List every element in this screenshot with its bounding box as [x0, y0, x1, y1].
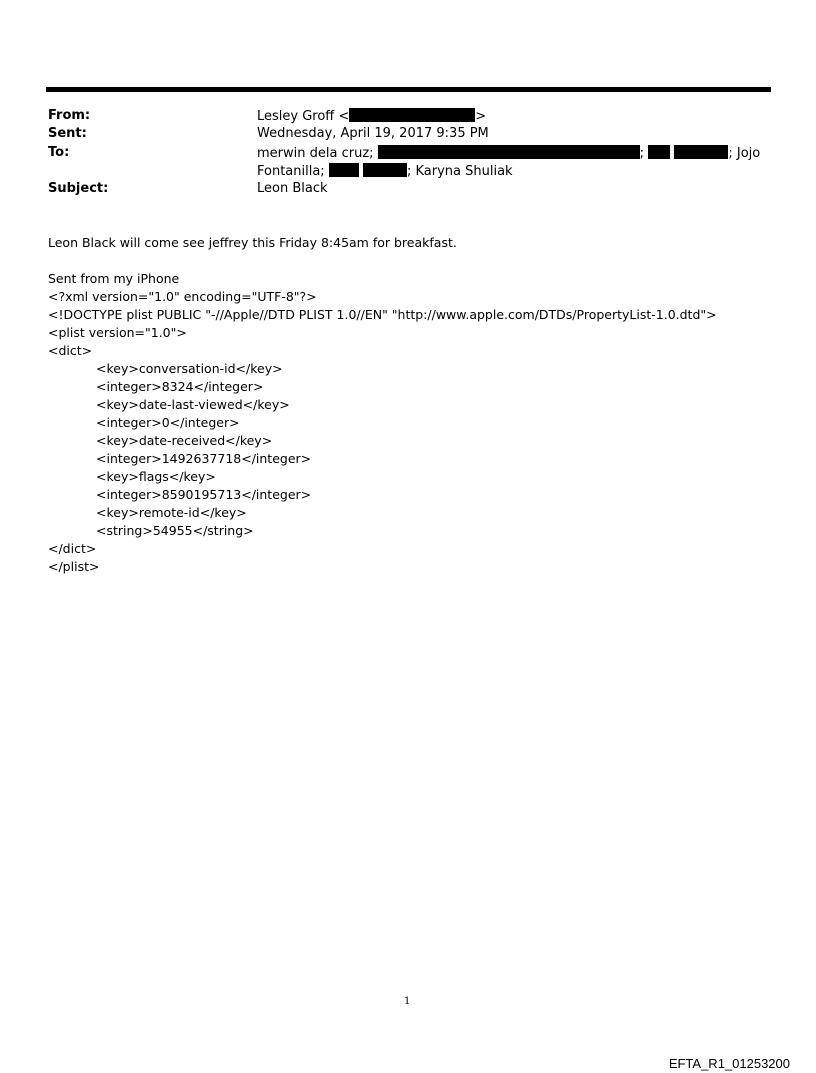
- sent-value: Wednesday, April 19, 2017 9:35 PM: [257, 126, 489, 141]
- to-separator: ;: [639, 146, 645, 161]
- document-id: EFTA_R1_01253200: [668, 1056, 790, 1071]
- closing-line: </plist>: [48, 559, 100, 574]
- from-close: >: [475, 109, 487, 124]
- plist-line: <!DOCTYPE plist PUBLIC "-//Apple//DTD PLIST 1.0//EN" "http://www.apple.com/DTDs/PropertyList-1.0.dtd">: [48, 307, 717, 322]
- to-recipient-shuliak: ; Karyna Shuliak: [406, 164, 513, 179]
- to-recipient-fontanilla: Fontanilla;: [257, 164, 325, 179]
- plist-line: <plist version="1.0">: [48, 325, 187, 340]
- to-recipient-jojo: ; Jojo: [728, 146, 761, 161]
- subject-label: Subject:: [48, 181, 109, 196]
- subject-value: Leon Black: [257, 181, 328, 196]
- redaction-bar: [674, 145, 728, 159]
- dict-line: <key>date-received</key>: [96, 433, 273, 448]
- redaction-bar: [648, 145, 670, 159]
- plist-line: <dict>: [48, 343, 93, 358]
- to-line-1: [257, 145, 760, 161]
- from-name: Lesley Groff <: [257, 109, 350, 124]
- header-rule: [46, 87, 771, 92]
- redaction-bar: [349, 108, 475, 122]
- dict-line: <key>remote-id</key>: [96, 505, 247, 520]
- sent-label: Sent:: [48, 126, 87, 141]
- to-line-2: [257, 163, 513, 179]
- dict-line: <key>flags</key>: [96, 469, 216, 484]
- to-recipient-1: merwin dela cruz;: [257, 146, 374, 161]
- from-value: [257, 108, 486, 124]
- redaction-bar: [378, 145, 640, 159]
- redaction-bar: [329, 163, 359, 177]
- from-label: From:: [48, 108, 91, 123]
- dict-line: <integer>8324</integer>: [96, 379, 264, 394]
- plist-line: <?xml version="1.0" encoding="UTF-8"?>: [48, 289, 317, 304]
- closing-line: </dict>: [48, 541, 97, 556]
- redaction-bar: [363, 163, 407, 177]
- dict-line: <integer>1492637718</integer>: [96, 451, 312, 466]
- page-number: 1: [404, 996, 411, 1007]
- dict-line: <key>conversation-id</key>: [96, 361, 283, 376]
- dict-line: <string>54955</string>: [96, 523, 254, 538]
- to-label: To:: [48, 145, 70, 160]
- message-text: Leon Black will come see jeffrey this Friday 8:45am for breakfast.: [48, 235, 457, 250]
- dict-line: <key>date-last-viewed</key>: [96, 397, 290, 412]
- signature-text: Sent from my iPhone: [48, 271, 180, 286]
- dict-line: <integer>8590195713</integer>: [96, 487, 312, 502]
- dict-line: <integer>0</integer>: [96, 415, 240, 430]
